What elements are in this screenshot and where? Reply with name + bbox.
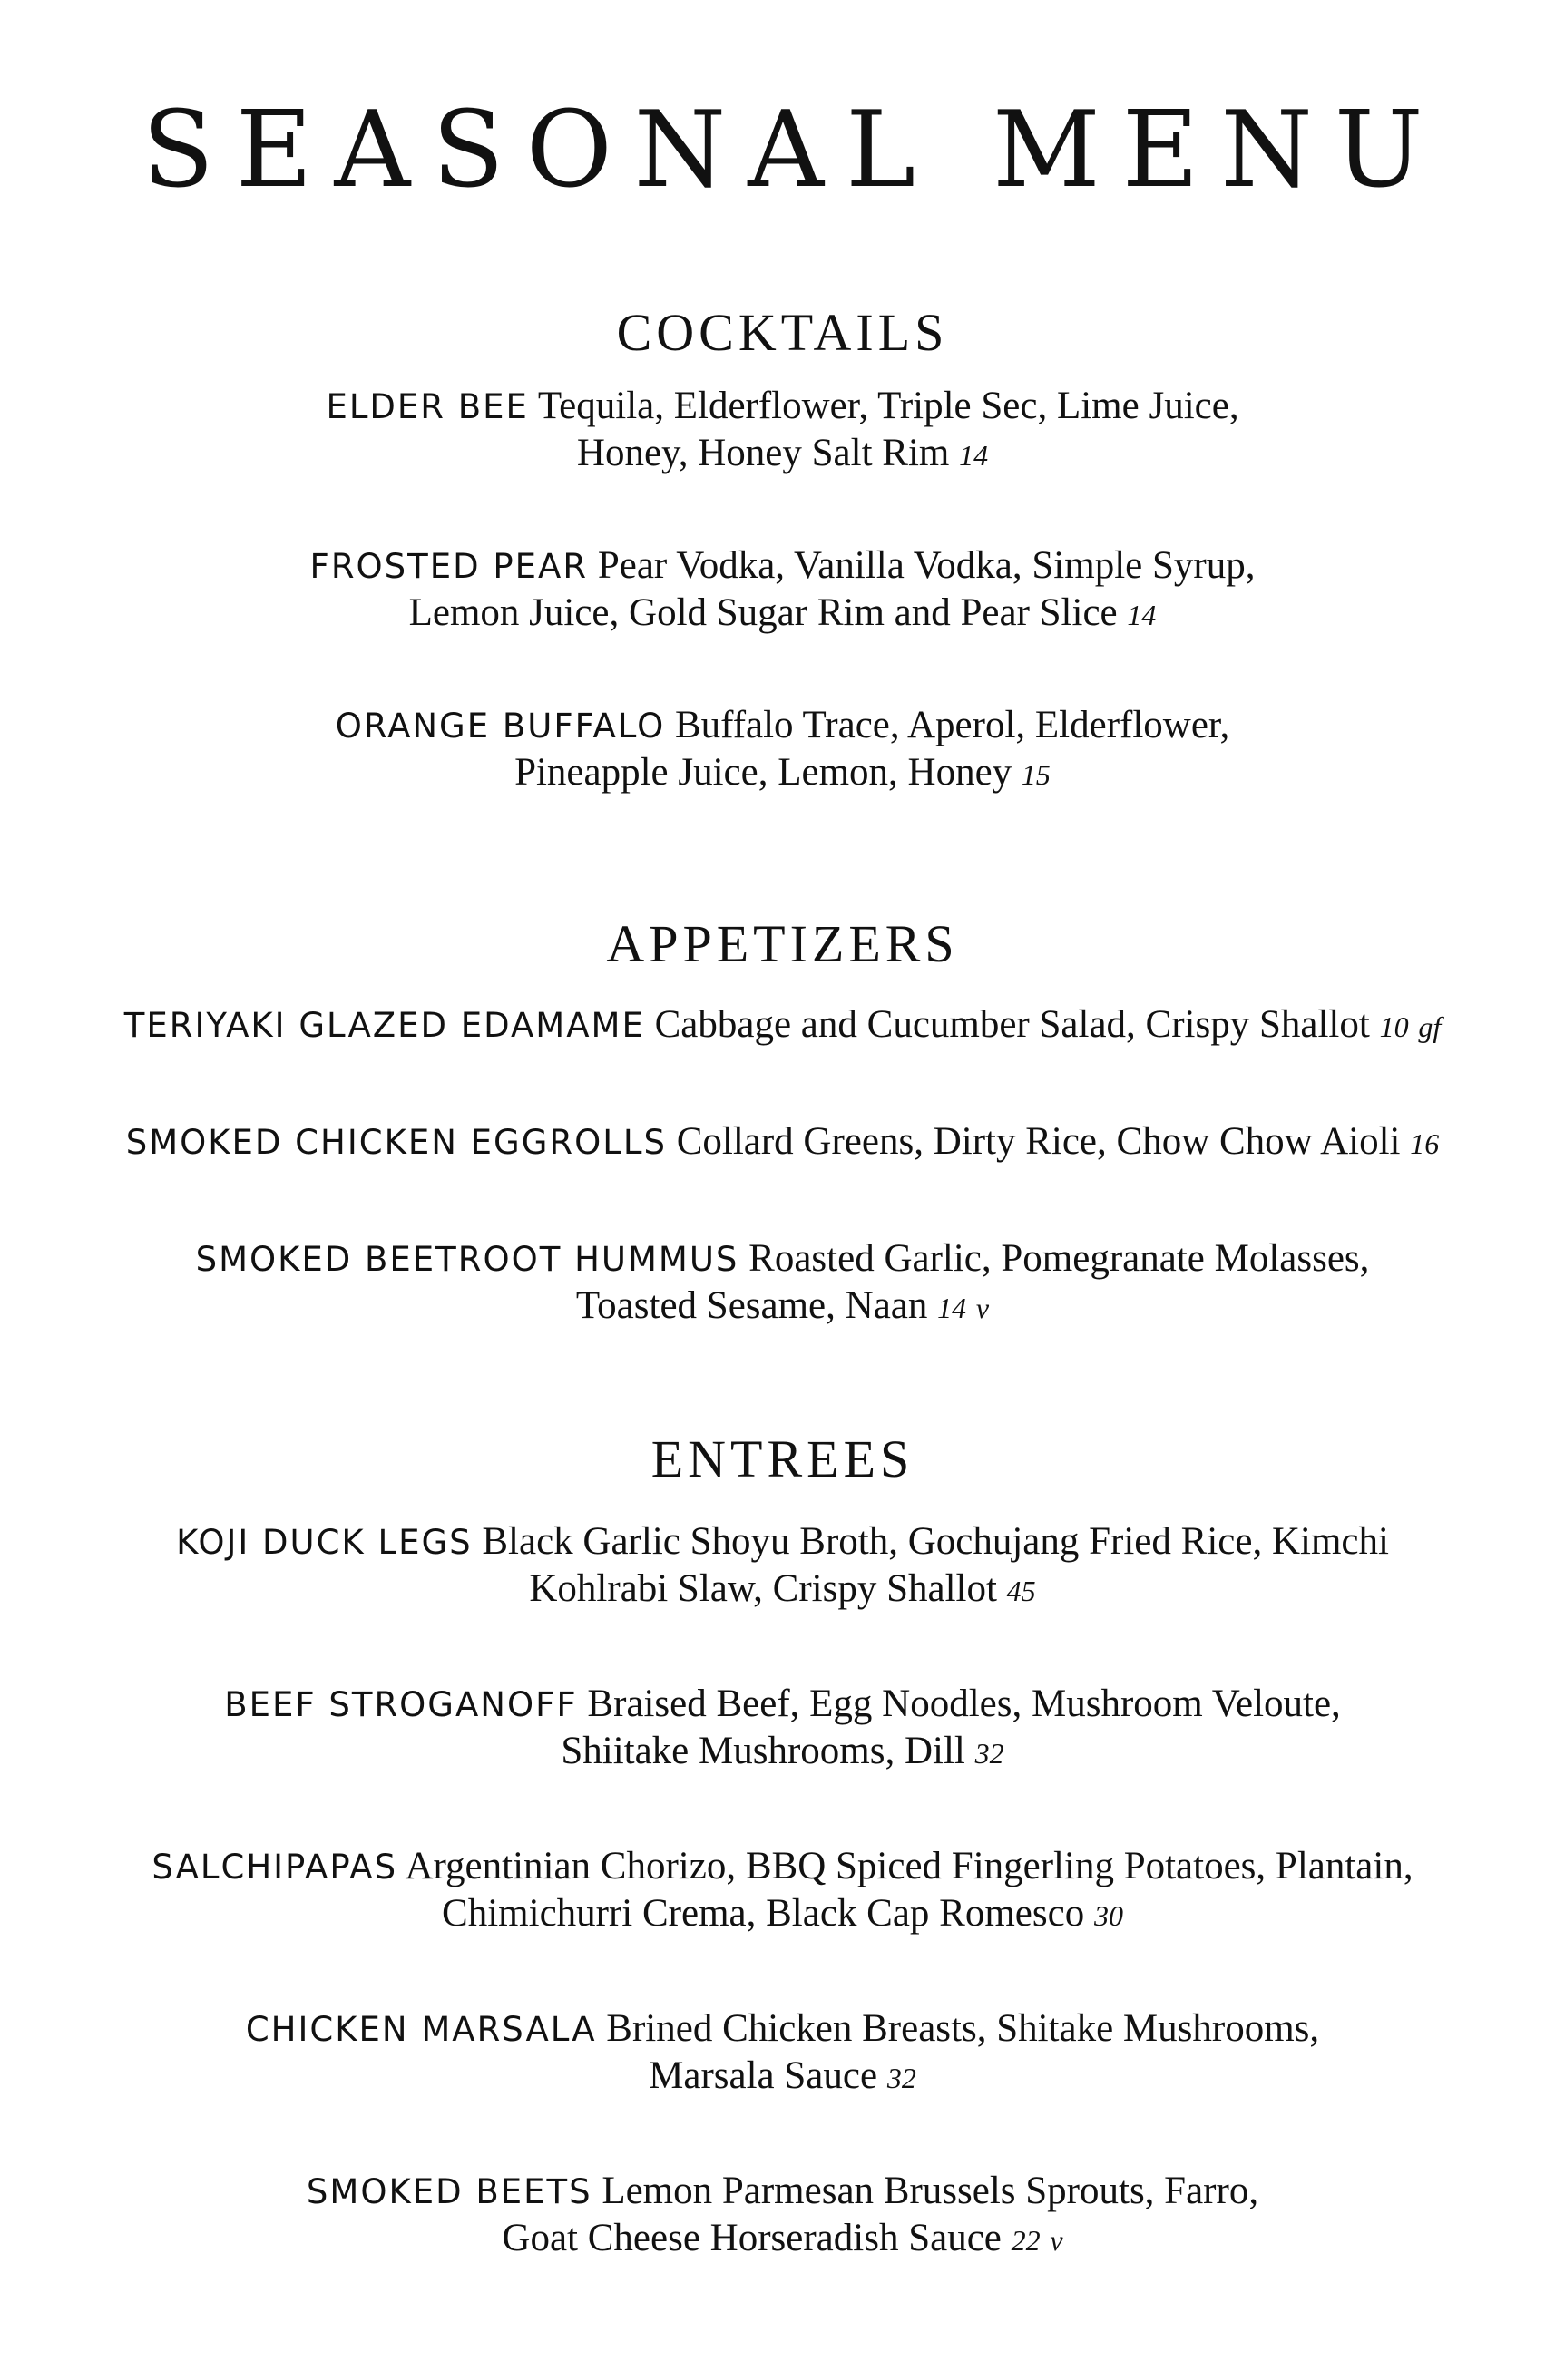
item-first-line	[0, 2168, 1565, 2215]
item-first-line	[0, 1235, 1565, 1283]
item-description: Braised Beef, Egg Noodles, Mushroom Veloute,	[587, 1683, 1341, 1725]
item-name: SMOKED CHICKEN EGGROLLS	[125, 1123, 667, 1162]
item-description-cont: Toasted Sesame, Naan	[575, 1284, 928, 1327]
menu-item-chicken-marsala	[0, 2005, 1565, 2102]
item-first-line	[0, 702, 1565, 749]
item-second-line	[0, 749, 1565, 798]
item-price: 22	[1011, 2224, 1041, 2257]
item-name: SMOKED BEETS	[306, 2172, 592, 2211]
item-description: Cabbage and Cucumber Salad, Crispy Shallot	[654, 1003, 1370, 1046]
item-description: Roasted Garlic, Pomegranate Molasses,	[748, 1237, 1370, 1280]
menu-item-frosted-pear	[0, 542, 1565, 639]
item-description-cont: Chimichurri Crema, Black Cap Romesco	[442, 1892, 1085, 1935]
item-second-line	[0, 1890, 1565, 1939]
item-description: Argentinian Chorizo, BBQ Spiced Fingerling Potatoes, Plantain,	[405, 1845, 1413, 1887]
item-price: 14	[959, 439, 989, 472]
item-description: Brined Chicken Breasts, Shitake Mushrooms,	[606, 2007, 1320, 2050]
item-price: 15	[1021, 758, 1051, 791]
item-second-line	[0, 1728, 1565, 1777]
menu-item-smoked-beetroot-hummus	[0, 1235, 1565, 1331]
item-description-cont: Kohlrabi Slaw, Crispy Shallot	[529, 1567, 997, 1610]
menu-item-teriyaki-glazed-edamame	[0, 1001, 1565, 1050]
item-description: Tequila, Elderflower, Triple Sec, Lime Juice,	[537, 385, 1239, 427]
item-price: 32	[974, 1737, 1004, 1770]
section-heading: APPETIZERS	[606, 914, 959, 973]
item-price: 10	[1379, 1010, 1409, 1043]
item-second-line	[0, 2053, 1565, 2102]
item-price: 30	[1093, 1899, 1123, 1932]
item-second-line	[0, 1283, 1565, 1331]
item-description: Lemon Parmesan Brussels Sprouts, Farro,	[602, 2170, 1259, 2212]
item-first-line	[0, 383, 1565, 430]
item-description-cont: Marsala Sauce	[649, 2054, 878, 2097]
item-name: ORANGE BUFFALO	[335, 707, 666, 746]
item-price: 32	[886, 2062, 916, 2094]
item-second-line	[0, 2215, 1565, 2264]
item-price: 14	[1127, 599, 1157, 631]
item-description-cont: Lemon Juice, Gold Sugar Rim and Pear Slice	[408, 591, 1118, 634]
item-name: KOJI DUCK LEGS	[176, 1523, 473, 1562]
item-description: Pear Vodka, Vanilla Vodka, Simple Syrup,	[597, 544, 1256, 587]
item-description: Buffalo Trace, Aperol, Elderflower,	[674, 704, 1230, 746]
item-price: 14	[937, 1292, 967, 1324]
section-cocktails	[0, 303, 1565, 798]
item-description-cont: Honey, Honey Salt Rim	[576, 432, 950, 474]
item-dietary-tag: gf	[1418, 1010, 1442, 1043]
menu-item-smoked-beets	[0, 2168, 1565, 2264]
section-heading: COCKTAILS	[616, 303, 949, 362]
item-name: BEEF STROGANOFF	[224, 1685, 578, 1724]
item-second-line	[0, 430, 1565, 479]
item-first-line	[0, 1843, 1565, 1890]
item-description-cont: Goat Cheese Horseradish Sauce	[502, 2217, 1002, 2259]
item-description: Black Garlic Shoyu Broth, Gochujang Fried Rice, Kimchi	[482, 1520, 1389, 1563]
menu-item-salchipapas	[0, 1843, 1565, 1939]
item-name: TERIYAKI GLAZED EDAMAME	[123, 1006, 645, 1045]
item-first-line	[0, 2005, 1565, 2053]
item-second-line	[0, 1566, 1565, 1614]
item-description-cont: Pineapple Juice, Lemon, Honey	[514, 751, 1012, 794]
item-second-line	[0, 590, 1565, 639]
item-description: Collard Greens, Dirty Rice, Chow Chow Aioli	[676, 1120, 1401, 1163]
menu-item-smoked-chicken-eggrolls	[0, 1118, 1565, 1167]
section-heading: ENTREES	[650, 1429, 915, 1488]
item-first-line	[0, 1681, 1565, 1728]
menu-title: SEASONAL MENU	[142, 89, 1445, 211]
item-description-cont: Shiitake Mushrooms, Dill	[561, 1730, 965, 1772]
section-entrees	[0, 1429, 1565, 2264]
item-first-line	[0, 1001, 1565, 1050]
item-first-line	[0, 542, 1565, 590]
item-name: ELDER BEE	[326, 387, 529, 426]
item-name: CHICKEN MARSALA	[245, 2010, 597, 2049]
item-dietary-tag: v	[975, 1292, 990, 1324]
menu-item-elder-bee	[0, 383, 1565, 479]
item-name: FROSTED PEAR	[309, 547, 589, 586]
item-dietary-tag: v	[1050, 2224, 1063, 2257]
item-first-line	[0, 1518, 1565, 1566]
item-name: SMOKED BEETROOT HUMMUS	[195, 1240, 739, 1279]
item-name: SALCHIPAPAS	[152, 1848, 398, 1887]
item-price: 45	[1006, 1575, 1036, 1607]
menu-item-beef-stroganoff	[0, 1681, 1565, 1777]
section-appetizers	[0, 914, 1565, 1331]
item-price: 16	[1410, 1127, 1440, 1160]
item-first-line	[0, 1118, 1565, 1167]
menu-item-orange-buffalo	[0, 702, 1565, 798]
menu-item-koji-duck-legs	[0, 1518, 1565, 1614]
